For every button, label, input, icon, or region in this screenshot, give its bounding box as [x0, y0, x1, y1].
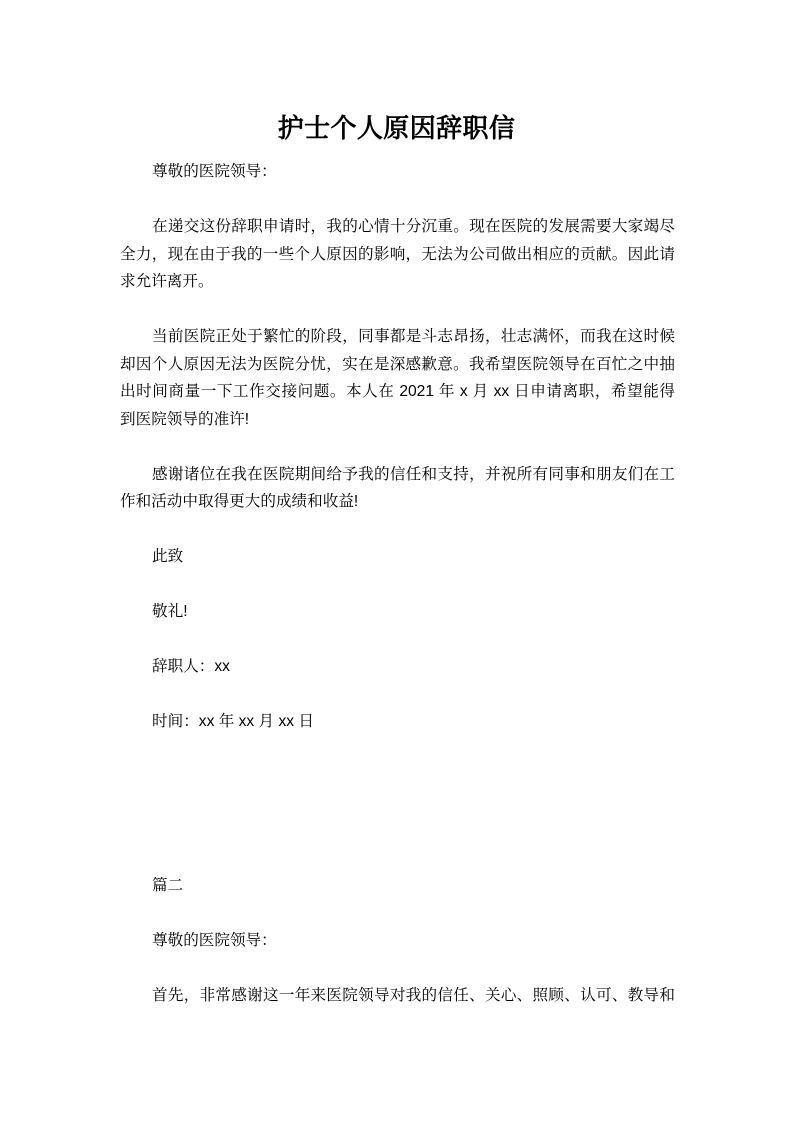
salutation [120, 927, 675, 955]
signature [120, 653, 675, 681]
paragraph-line: 作和活动中取得更大的成绩和收益! [120, 493, 359, 510]
paragraph-line: 感谢诸位在我在医院期间给予我的信任和支持，并祝所有同事和朋友们在工 [152, 465, 675, 483]
date [120, 708, 675, 736]
paragraph-line: 首先，非常感谢这一年来医院领导对我的信任、关心、照顾、认可、教导和 [152, 987, 675, 1004]
salutation-text: 尊敬的医院领导： [152, 163, 277, 180]
salutation [120, 158, 675, 186]
paragraph-line: 却因个人原因无法为医院分忧，实在是深感歉意。我希望医院领导在百忙之中抽 [120, 355, 675, 373]
closing-text: 此致 [152, 548, 184, 565]
regards [120, 598, 675, 626]
document-body [120, 158, 675, 1037]
regards-text: 敬礼! [152, 603, 188, 620]
paragraph-line: 求允许离开。 [120, 273, 214, 290]
document-title: 护士个人原因辞职信 [277, 113, 516, 143]
closing [120, 543, 675, 571]
section-heading-text: 篇二 [152, 877, 184, 894]
date-text: 时间：xx 年 xx 月 xx 日 [152, 713, 315, 730]
paragraph-line: 全力，现在由于我的一些个人原因的影响，无法为公司做出相应的贡献。因此请 [120, 245, 675, 263]
body-paragraph-2 [120, 323, 675, 433]
salutation-text: 尊敬的医院领导： [152, 932, 277, 949]
section-gap [120, 763, 675, 872]
section-heading [120, 872, 675, 900]
paragraph-line: 当前医院正处于繁忙的阶段，同事都是斗志昂扬，壮志满怀，而我在这时候 [152, 328, 675, 345]
body-paragraph-4 [120, 982, 675, 1010]
signature-text: 辞职人：xx [152, 658, 230, 675]
paragraph-line: 到医院领导的准许! [120, 410, 250, 428]
paragraph-line: 出时间商量一下工作交接问题。本人在 2021 年 x 月 xx 日申请离职，希望能得 [120, 383, 675, 400]
body-paragraph-3 [120, 461, 675, 516]
body-paragraph-1 [120, 213, 675, 296]
paragraph-line: 在递交这份辞职申请时，我的心情十分沉重。现在医院的发展需要大家竭尽 [152, 218, 675, 235]
